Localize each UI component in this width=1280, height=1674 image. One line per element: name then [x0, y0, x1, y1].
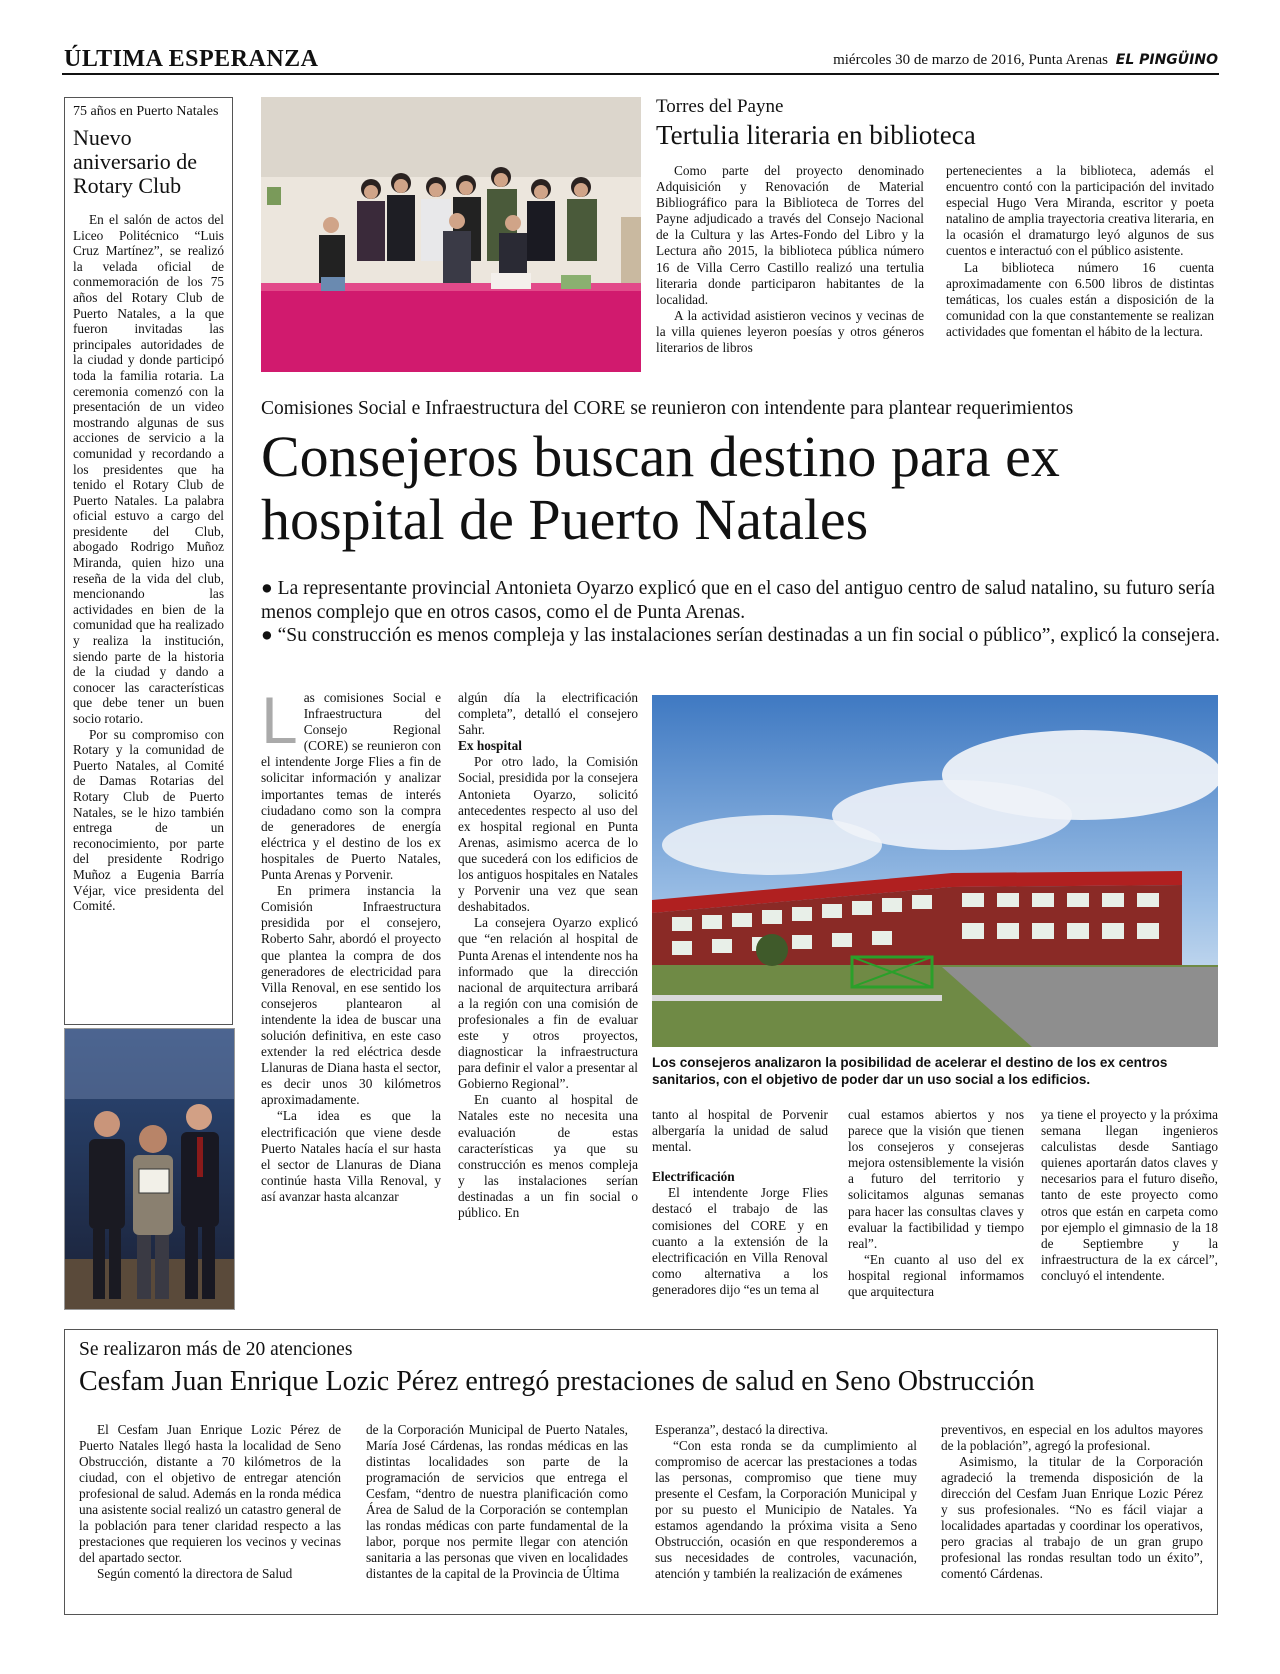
tertulia-paragraph: A la actividad asistieron vecinos y vecinas de la villa quienes leyeron poesías y otros géneros literarios de libros	[656, 307, 924, 356]
cesfam-column-1	[79, 1422, 341, 1582]
tertulia-paragraph: Como parte del proyecto denominado Adquisición y Renovación de Material Bibliográfico para la Biblioteca de Torres del Payne adjudicado a través del Consejo Nacional de la Cultura y las Artes-Fondo del Libro y la Lectura año 2015, la biblioteca pública número 16 de Villa Cerro Castillo realizó una tertulia literaria donde participaron habitantes de la localidad.	[656, 163, 924, 307]
main-summary	[261, 577, 1221, 648]
rotary-article	[64, 97, 233, 1025]
main-column-1	[261, 683, 441, 1205]
cesfam-paragraph: Según comentó la directora de Salud	[97, 1566, 293, 1581]
cesfam-column-2	[366, 1422, 628, 1582]
rotary-photo	[64, 1028, 235, 1310]
tertulia-kicker: Torres del Payne	[656, 96, 784, 117]
main-paragraph: as comisiones Social e Infraestructura del Consejo Regional (CORE) se reunieron con el intendente Jorge Flies a fin de solicitar información y analizar importantes temas de interés ciudadano como son la compra de generadores de energía eléctrica y el destino de los ex hospitales de Puerto Natales, Punta Arenas y Porvenir.	[261, 690, 441, 883]
tertulia-photo	[261, 97, 641, 372]
tertulia-paragraph: pertenecientes a la biblioteca, además el encuentro contó con la participación del invitado especial Hugo Vera Miranda, escritor y poeta natalino de amplia trayectoria creativa literaria, en la ocasión el dramaturgo leyó algunos de sus cuentos e interactuó con el público asistente.	[946, 163, 1214, 259]
hospital-photo-caption: Los consejeros analizaron la posibilidad de acelerar el destino de los ex centros sanitarios, con el objetivo de poder dar un uso social a los edificios.	[652, 1055, 1168, 1087]
cesfam-column-4	[941, 1422, 1203, 1582]
hospital-photo	[652, 695, 1218, 1047]
section-title: ÚLTIMA ESPERANZA	[64, 46, 319, 72]
summary-bullet: ● La representante provincial Antonieta Oyarzo explicó que en el caso del antiguo centro de salud natalino, su futuro sería menos complejo que en otros casos, como el de Punta Arenas.	[261, 578, 1215, 623]
main-paragraph: ya tiene el proyecto y la próxima semana llegan ingenieros calculistas desde Santiago quienes aportarán datos claves y necesarios para el futuro diseño, tanto de este proyecto como otros que están en carpeta como por ejemplo el gimnasio de la 18 de Septiembre y la infraestructura de la ex cárcel”, concluyó el intendente.	[1041, 1107, 1218, 1283]
main-headline: Consejeros buscan destino para ex hospital de Puerto Natales	[261, 424, 1060, 552]
drop-cap: L	[261, 683, 298, 757]
cesfam-paragraph: preventivos, en especial en los adultos mayores de la población”, agregó la profesional.	[941, 1422, 1203, 1453]
main-paragraph: cual estamos abiertos y nos parece que la visión que tienen los consejeros y consejeras mejora ostensiblemente la visión a futuro del territorio y solicitamos algunas semanas para hacer las consultas claves y evaluar la factibilidad y tiempo real”.	[848, 1107, 1024, 1251]
main-paragraph: Por otro lado, la Comisión Social, presidida por la consejera Antonieta Oyarzo, solicitó antecedentes respecto al uso del ex hospital regional en Punta Arenas, asimismo acerca de lo que sucederá con los edificios de los antiguos hospitales en Natales y Porvenir una vez que sean deshabitados.	[458, 754, 638, 915]
cesfam-paragraph: El Cesfam Juan Enrique Lozic Pérez de Puerto Natales llegó hasta la localidad de Seno Obstrucción, distante a 70 kilómetros de la ciudad, con el objetivo de entregar atención profesional de salud. Además en la ronda médica una asistente social realizó un catastro general de la población para tener claridad respecto a las prestaciones que requieren los vecinos y vecinas del apartado sector.	[79, 1422, 341, 1565]
main-paragraph: “En cuanto al uso del ex hospital regional informamos que arquitectura	[848, 1251, 1024, 1300]
tertulia-paragraph: La biblioteca número 16 cuenta aproximadamente con 6.500 libros de distintas temáticas, los cuales están a disposición de la comunidad con la que constantemente se realizan actividades que fomentan el hábito de la lectura.	[946, 259, 1214, 339]
main-paragraph: La consejera Oyarzo explicó que “en relación al hospital de Punta Arenas el intendente nos ha informado que la dirección nacional de arquitectura arribará a la región con una comisión de profesionales a fin de evaluar este y otros proyectos, diagnosticar la infraestructura para definir el valor a presentar al Gobierno Regional”.	[458, 915, 638, 1092]
cesfam-article	[64, 1329, 1218, 1615]
rotary-paragraph: En el salón de actos del Liceo Politécnico “Luis Cruz Martínez”, se realizó la velada oficial de conmemoración de los 75 años del Rotary Club de Puerto Natales, a la que fueron invitadas las principales autoridades de la ciudad y donde participó toda la familia rotaria. La ceremonia comenzó con la presentación de un video mostrando algunas de sus acciones de servicio a la comunidad y recordando a los presidentes que ha tenido el Rotary Club de Puerto Natales. La palabra oficial estuvo a cargo del presidente del Club, abogado Rodrigo Muñoz Miranda, quien hizo una reseña de la vida del club, mencionando las actividades en bien de la comunidad que ha realizado y realiza la institución, siendo parte de la historia de la ciudad y dando a conocer las características que debe tener un buen socio rotario.	[73, 212, 224, 726]
issue-date: miércoles 30 de marzo de 2016, Punta Arenas	[833, 52, 1109, 68]
cesfam-kicker: Se realizaron más de 20 atenciones	[79, 1339, 353, 1360]
main-kicker: Comisiones Social e Infraestructura del CORE se reunieron con intendente para plantear requerimientos	[261, 398, 1074, 419]
main-paragraph: El intendente Jorge Flies destacó el trabajo de las comisiones del CORE y en cuanto a la extensión de la electrificación en Villa Renoval como alternativa a los generadores dijo “es un tema al	[652, 1185, 828, 1297]
rotary-kicker: 75 años en Puerto Natales	[73, 104, 219, 119]
subhead-ex-hospital: Ex hospital	[458, 738, 522, 754]
issue-info	[833, 52, 1218, 69]
main-column-4	[848, 1107, 1024, 1300]
summary-bullet: ● “Su construcción es menos compleja y las instalaciones serían destinadas a un fin social o público”, explicó la consejera.	[261, 625, 1220, 646]
main-column-3	[652, 1107, 828, 1298]
rotary-paragraph: Por su compromiso con Rotary y la comunidad de Puerto Natales, al Comité de Damas Rotarias del Rotary Club de Puerto Natales, se le hizo también entrega de un reconocimiento, por parte del presidente Rodrigo Muñoz a Eugenia Barría Véjar, vice presidenta del Comité.	[73, 726, 224, 914]
tertulia-column-2	[946, 163, 1214, 340]
main-paragraph: En cuanto al hospital de Natales este no necesita una evaluación de estas características ya que su construcción es menos compleja y las instalaciones serían destinadas a un fin social o público. En	[458, 1092, 638, 1220]
cesfam-headline: Cesfam Juan Enrique Lozic Pérez entregó prestaciones de salud en Seno Obstrucción	[79, 1366, 1035, 1397]
subhead-electrificacion: Electrificación	[652, 1169, 735, 1185]
main-paragraph: “La idea es que la electrificación que viene desde Puerto Natales hacía el sur hasta el sector de Llanuras de Diana continúe hasta Villa Renoval, y así avanzar hasta alcanzar	[261, 1108, 441, 1204]
main-paragraph: algún día la electrificación completa”, detalló el consejero Sahr.	[458, 690, 638, 738]
tertulia-column-1	[656, 163, 924, 356]
cesfam-paragraph: Esperanza”, destacó la directiva.	[655, 1422, 829, 1437]
cesfam-paragraph: Asimismo, la titular de la Corporación agradeció la tremenda disposición de la dirección del Cesfam Juan Enrique Lozic Pérez y sus profesionales. “No es fácil viajar a localidades apartadas y coordinar los operativos, pero gracias al trabajo de un gran grupo profesional las rondas resultan todo un éxito”, comentó Cárdenas.	[941, 1454, 1203, 1581]
main-column-5	[1041, 1107, 1218, 1284]
cesfam-column-3	[655, 1422, 917, 1582]
cesfam-paragraph: de la Corporación Municipal de Puerto Natales, María José Cárdenas, las rondas médicas en las distintas localidades son parte de la programación de servicios que entrega el Cesfam, “dentro de nuestra planificación como Área de Salud de la Corporación se contemplan las rondas médicas con parte fundamental de la labor, porque nos permite llegar con atención sanitaria a las personas que viven en localidades distantes de la capital de la Provincia de Última	[366, 1422, 628, 1581]
cesfam-paragraph: “Con esta ronda se da cumplimiento al compromiso de acercar las prestaciones a todas las personas, compromiso que tiene muy presente el Cesfam, la Corporación Municipal y por su puesto el Municipio de Natales. Ya estamos agendando la próxima visita a Seno Obstrucción, ocasión en que responderemos a sus necesidades de controles, vacunación, atención y también la realización de exámenes	[655, 1438, 917, 1581]
tertulia-title: Tertulia literaria en biblioteca	[656, 120, 976, 150]
header-rule	[62, 73, 1219, 75]
main-paragraph: En primera instancia la Comisión Infraestructura presidida por el consejero, Roberto Sahr, abordó el proyecto que plantea la compra de dos generadores de electricidad para Villa Renoval, en ese sentido los consejeros plantearon al intendente la idea de buscar una solución definitiva, en este caso extender la red eléctrica desde Llanuras de Diana hasta el sector, es decir unos 30 kilómetros aproximadamente.	[261, 883, 441, 1108]
main-column-2	[458, 690, 638, 1221]
rotary-title: Nuevo aniversario de Rotary Club	[73, 125, 197, 198]
main-paragraph: tanto al hospital de Porvenir albergaría la unidad de salud mental.	[652, 1107, 828, 1155]
newspaper-brand: EL PINGÜINO	[1115, 52, 1218, 68]
